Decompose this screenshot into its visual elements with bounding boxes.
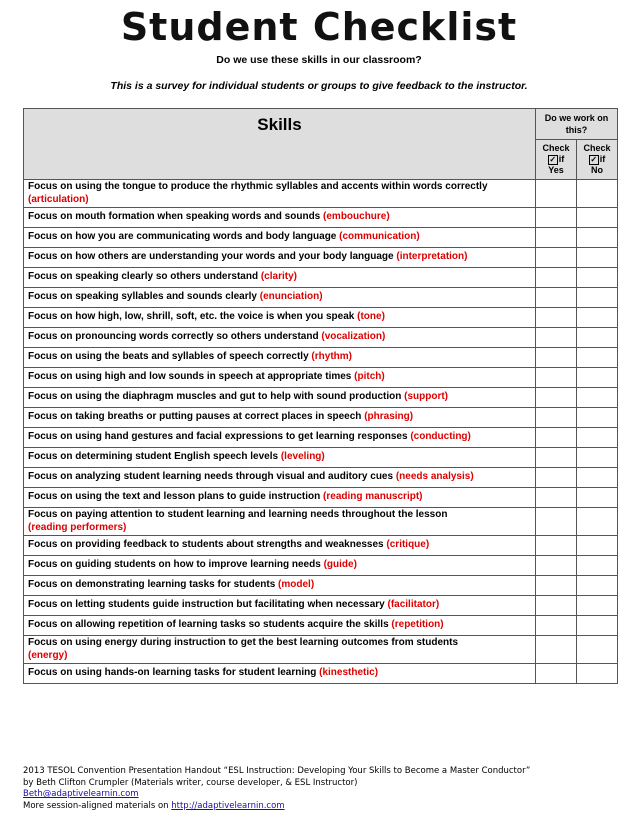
skill-term: (kinesthetic): [319, 667, 379, 679]
table-row: [24, 208, 618, 228]
check-yes-cell[interactable]: [536, 248, 577, 268]
skill-term: (enunciation): [259, 291, 323, 303]
check-no-cell[interactable]: [577, 508, 618, 536]
table-row: [24, 368, 618, 388]
table-row: [24, 308, 618, 328]
footer-materials-text: More session-aligned materials on: [23, 800, 169, 811]
check-no-cell[interactable]: [577, 180, 618, 208]
skill-cell: [24, 428, 536, 448]
check-no-cell[interactable]: [577, 556, 618, 576]
check-yes-cell[interactable]: [536, 208, 577, 228]
skill-term: (communication): [339, 231, 420, 243]
check-yes-cell[interactable]: [536, 228, 577, 248]
skill-text: Focus on allowing repetition of learning tasks so students acquire the skills: [28, 619, 389, 631]
footer-author-line: by Beth Clifton Crumpler (Materials writer, course developer, & ESL Instructor): [23, 777, 358, 788]
check-yes-cell[interactable]: [536, 508, 577, 536]
skill-cell: [24, 508, 536, 536]
skill-term: (model): [278, 579, 315, 591]
check-no-cell[interactable]: [577, 616, 618, 636]
skill-text: Focus on speaking clearly so others understand: [28, 271, 259, 283]
skill-text: Focus on using hand gestures and facial expressions to get learning responses: [28, 431, 408, 443]
table-row: [24, 180, 618, 208]
skill-term: (rhythm): [311, 351, 352, 363]
skill-term: (clarity): [260, 271, 297, 283]
skill-term: (articulation): [28, 193, 89, 205]
skill-text: Focus on using energy during instruction to get the best learning outcomes from students: [28, 637, 459, 648]
check-no-cell[interactable]: [577, 536, 618, 556]
skill-cell: [24, 348, 536, 368]
check-yes-cell[interactable]: [536, 636, 577, 664]
skill-text: Focus on how others are understanding your words and your body language: [28, 251, 394, 263]
footer: [23, 766, 623, 812]
skill-text: Focus on mouth formation when speaking words and sounds: [28, 211, 321, 223]
skill-cell: [24, 208, 536, 228]
check-yes-cell[interactable]: [536, 268, 577, 288]
skill-text: Focus on using the diaphragm muscles and gut to help with sound production: [28, 391, 402, 403]
skill-cell: [24, 248, 536, 268]
table-row: [24, 536, 618, 556]
check-yes-cell[interactable]: [536, 348, 577, 368]
skill-term: (embouchure): [323, 211, 390, 223]
skill-cell: [24, 368, 536, 388]
table-row: [24, 328, 618, 348]
table-row: [24, 288, 618, 308]
check-yes-cell[interactable]: [536, 388, 577, 408]
check-yes-cell[interactable]: [536, 308, 577, 328]
skill-term: (support): [404, 391, 449, 403]
skill-cell: [24, 556, 536, 576]
skill-cell: [24, 328, 536, 348]
check-no-cell[interactable]: [577, 448, 618, 468]
check-yes-cell[interactable]: [536, 536, 577, 556]
check-no-cell[interactable]: [577, 228, 618, 248]
skill-term: (vocalization): [321, 331, 386, 343]
skill-text: Focus on demonstrating learning tasks for students: [28, 579, 276, 591]
skill-cell: [24, 228, 536, 248]
check-yes-cell[interactable]: [536, 616, 577, 636]
table-row: [24, 488, 618, 508]
skill-term: (guide): [323, 559, 357, 571]
check-yes-cell[interactable]: [536, 368, 577, 388]
check-yes-cell[interactable]: [536, 664, 577, 684]
check-no-cell[interactable]: [577, 636, 618, 664]
table-row: [24, 636, 618, 664]
table-row: [24, 388, 618, 408]
table-row: [24, 576, 618, 596]
check-no-header: Check ✓ if No: [577, 140, 618, 180]
skill-cell: [24, 308, 536, 328]
skill-term: (energy): [28, 649, 68, 661]
skill-cell: [24, 388, 536, 408]
skill-term: (conducting): [410, 431, 471, 443]
check-no-cell[interactable]: [577, 248, 618, 268]
skill-term: (pitch): [354, 371, 385, 383]
skill-text: Focus on speaking syllables and sounds clearly: [28, 291, 257, 303]
check-no-cell[interactable]: [577, 388, 618, 408]
page-title: Student Checklist: [120, 5, 518, 49]
check-yes-cell[interactable]: [536, 468, 577, 488]
skill-cell: [24, 408, 536, 428]
check-yes-cell[interactable]: [536, 328, 577, 348]
check-no-cell[interactable]: [577, 368, 618, 388]
check-yes-cell[interactable]: [536, 556, 577, 576]
skills-checklist-table: [23, 108, 618, 684]
check-no-cell[interactable]: [577, 288, 618, 308]
skill-term: (interpretation): [396, 251, 468, 263]
skill-term: (leveling): [280, 451, 325, 463]
skill-text: Focus on guiding students on how to improve learning needs: [28, 559, 321, 571]
skill-cell: [24, 488, 536, 508]
skill-cell: [24, 664, 536, 684]
header-row: [24, 109, 618, 140]
check-no-cell[interactable]: [577, 664, 618, 684]
check-yes-cell[interactable]: [536, 288, 577, 308]
skill-cell: [24, 596, 536, 616]
skill-cell: [24, 576, 536, 596]
skill-cell: [24, 180, 536, 208]
table-row: [24, 468, 618, 488]
skill-cell: [24, 448, 536, 468]
survey-note: This is a survey for individual students or groups to give feedback to the instructor.: [110, 80, 528, 92]
table-row: [24, 616, 618, 636]
table-row: [24, 664, 618, 684]
skill-term: (facilitator): [387, 599, 440, 611]
skill-term: (reading manuscript): [323, 491, 423, 503]
skill-text: Focus on using the beats and syllables of speech correctly: [28, 351, 309, 363]
skill-text: Focus on letting students guide instruction but facilitating when necessary: [28, 599, 385, 611]
table-row: [24, 248, 618, 268]
table-row: [24, 408, 618, 428]
skill-text: Focus on analyzing student learning needs through visual and auditory cues: [28, 471, 394, 483]
footer-email-link[interactable]: Beth@adaptivelearnin.com: [23, 789, 139, 799]
checkbox-icon: ✓: [549, 154, 557, 164]
skill-cell: [24, 536, 536, 556]
skill-text: Focus on how high, low, shrill, soft, etc. the voice is when you speak: [28, 311, 355, 323]
skill-text: Focus on using the tongue to produce the rhythmic syllables and accents within words correctly: [28, 181, 488, 192]
check-no-cell[interactable]: [577, 268, 618, 288]
check-yes-cell[interactable]: [536, 180, 577, 208]
check-yes-header: Check ✓ if Yes: [536, 140, 577, 180]
check-no-cell[interactable]: [577, 408, 618, 428]
skill-cell: [24, 268, 536, 288]
check-no-cell[interactable]: [577, 428, 618, 448]
check-no-cell[interactable]: [577, 468, 618, 488]
check-no-cell[interactable]: [577, 308, 618, 328]
check-no-cell[interactable]: [577, 596, 618, 616]
table-row: [24, 596, 618, 616]
check-yes-cell[interactable]: [536, 448, 577, 468]
check-yes-cell[interactable]: [536, 488, 577, 508]
skills-header: Skills: [24, 109, 536, 180]
skill-cell: [24, 288, 536, 308]
skill-term: (needs analysis): [395, 471, 474, 483]
survey-question: Do we use these skills in our classroom?: [216, 54, 422, 66]
skill-term: (tone): [357, 311, 385, 323]
checkbox-icon: ✓: [590, 154, 598, 164]
table-row: [24, 348, 618, 368]
skill-text: Focus on how you are communicating words and body language: [28, 231, 337, 243]
skill-term: (repetition): [391, 619, 444, 631]
skill-text: Focus on using hands-on learning tasks for student learning: [28, 667, 317, 679]
skill-text: Focus on providing feedback to students about strengths and weaknesses: [28, 539, 384, 551]
skill-term: (critique): [386, 539, 430, 551]
skill-cell: [24, 616, 536, 636]
check-yes-cell[interactable]: [536, 428, 577, 448]
check-no-cell[interactable]: [577, 208, 618, 228]
skill-cell: [24, 636, 536, 664]
check-yes-cell[interactable]: [536, 576, 577, 596]
footer-handout-line: 2013 TESOL Convention Presentation Handout “ESL Instruction: Developing Your Skills to Become a Master Conductor”: [23, 766, 531, 776]
check-no-cell[interactable]: [577, 488, 618, 508]
skill-text: Focus on taking breaths or putting pauses at correct places in speech: [28, 411, 362, 423]
skill-term: (reading performers): [28, 521, 127, 533]
table-row: [24, 428, 618, 448]
table-row: [24, 448, 618, 468]
check-no-cell[interactable]: [577, 348, 618, 368]
check-yes-cell[interactable]: [536, 408, 577, 428]
check-no-cell[interactable]: [577, 328, 618, 348]
table-row: [24, 228, 618, 248]
table-row: [24, 556, 618, 576]
do-we-work-header: Do we work on this?: [536, 109, 618, 140]
skill-text: Focus on determining student English speech levels: [28, 451, 279, 463]
skill-cell: [24, 468, 536, 488]
check-yes-cell[interactable]: [536, 596, 577, 616]
table-row: [24, 268, 618, 288]
check-no-cell[interactable]: [577, 576, 618, 596]
skill-text: Focus on using high and low sounds in speech at appropriate times: [28, 371, 352, 383]
skill-text: Focus on using the text and lesson plans to guide instruction: [28, 491, 321, 503]
skill-term: (phrasing): [364, 411, 414, 423]
skill-text: Focus on pronouncing words correctly so others understand: [28, 331, 319, 343]
table-row: [24, 508, 618, 536]
footer-url-link[interactable]: http://adaptivelearnin.com: [171, 800, 285, 811]
skill-text: Focus on paying attention to student learning and learning needs throughout the lesson: [28, 509, 448, 520]
